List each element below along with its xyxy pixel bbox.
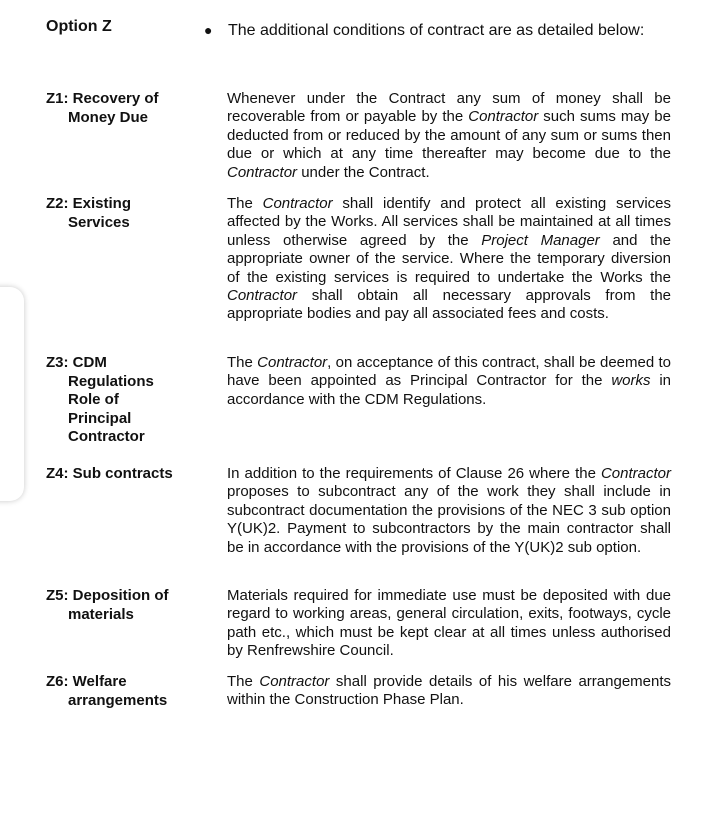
side-panel-edge <box>0 287 24 501</box>
clause-label-line: Money Due <box>68 108 149 126</box>
clause-text <box>227 673 671 710</box>
clause-label-line: Z4: Sub contracts <box>46 465 173 482</box>
clause-label-line: Contractor <box>68 428 145 445</box>
clause-text-run: in accordance with the CDM Regulations. <box>227 372 672 408</box>
clause-text <box>227 354 671 409</box>
emphasis-term: Project Manager <box>481 231 600 249</box>
clause-label <box>46 465 216 484</box>
clause-label-line: Role of <box>68 391 119 408</box>
clause-text-run: , on acceptance of this contract, shall be deemed to have been appointed as Principal Contractor for the <box>227 354 671 390</box>
clause-label <box>46 673 216 710</box>
emphasis-term: Contractor <box>259 673 330 690</box>
emphasis-term: Contractor <box>600 465 671 482</box>
intro-line <box>204 19 684 42</box>
clause-text-run: In addition to the requirements of Clause 26 where the <box>227 465 601 482</box>
clause-text-run: such sums may be deducted from or reduced by the amount of any sum or sums then due or which at any time thereafter may become due to the <box>227 108 671 163</box>
clause-text-run: The <box>227 673 260 690</box>
section-heading: Option Z <box>46 18 112 35</box>
emphasis-term: Contractor <box>468 108 539 126</box>
clause-label-line: Z6: Welfare <box>46 673 127 690</box>
clause-text-run: under the Contract. <box>297 163 430 181</box>
clause-label-line: Z3: CDM <box>46 354 107 371</box>
clause-label-line: Z1: Recovery of <box>46 90 159 107</box>
clause-text <box>227 465 671 557</box>
clause-label-line: Regulations <box>68 372 154 390</box>
clause-text-run: The <box>227 354 258 371</box>
emphasis-term: Contractor <box>227 163 298 181</box>
clause-label <box>46 90 216 127</box>
clause-text-run: Materials required for immediate use must be deposited with due regard to working areas, general circulation, exits, footways, cycle path etc., which must be kept clear at all times unless authorised by Renfrewshire Council. <box>227 587 671 660</box>
clause-text-run: and the appropriate owner of the service. Where the temporary diversion of the existing services is required to undertake the Works the <box>227 231 671 286</box>
clause-label-line: Z5: Deposition of <box>46 587 169 604</box>
clause-text <box>227 90 671 182</box>
clause-text-run: shall identify and protect all existing services affected by the Works. All services shall be maintained at all times unless otherwise agreed by the <box>227 195 672 249</box>
clause-label <box>46 195 216 232</box>
clause-label <box>46 354 216 447</box>
clause-label-line: Z2: Existing <box>46 195 132 212</box>
intro-text: The additional conditions of contract are as detailed below: <box>228 22 645 39</box>
emphasis-term: works <box>611 372 651 390</box>
clause-label-line: arrangements <box>68 691 168 709</box>
clause-text-run: shall provide details of his welfare arrangements within the Construction Phase Plan. <box>227 673 672 709</box>
bullet-icon: ● <box>204 22 213 38</box>
clause-label-line: materials <box>68 605 134 623</box>
clause-text-run: proposes to subcontract any of the work they shall include in subcontract documentation the provisions of the NEC 3 sub option Y(UK)2. Payment to subcontractors by the main contractor shall be in accordance with the provisions of the Y(UK)2 sub option. <box>227 483 671 556</box>
clause-text-run: The <box>227 195 263 212</box>
emphasis-term: Contractor <box>257 354 328 371</box>
clause-text <box>227 195 671 324</box>
clause-label-line: Services <box>68 213 130 231</box>
clause-text <box>227 587 671 661</box>
emphasis-term: Contractor <box>227 287 298 305</box>
clause-label <box>46 587 216 624</box>
clause-text-run: Whenever under the Contract any sum of money shall be recoverable from or payable by the <box>227 90 671 126</box>
clause-text-run: shall obtain all necessary approvals from the appropriate bodies and pay all associated fees and costs. <box>227 287 671 323</box>
emphasis-term: Contractor <box>262 195 333 212</box>
clause-label-line: Principal <box>68 409 132 427</box>
